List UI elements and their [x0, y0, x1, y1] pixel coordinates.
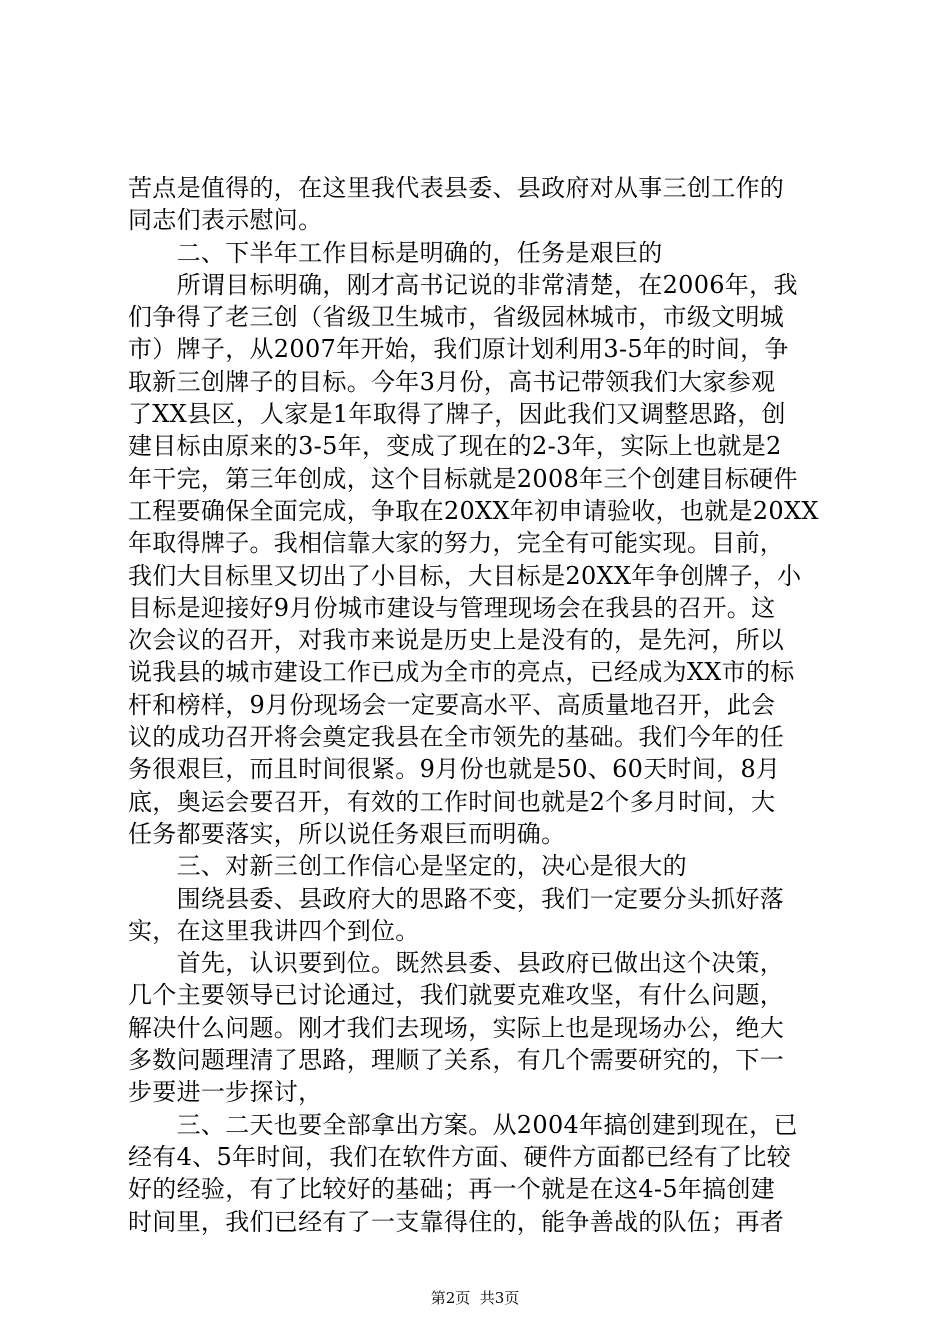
text-line: 实，在这里我讲四个到位。	[128, 916, 420, 945]
text-line: 三、对新三创工作信心是坚定的，决心是很大的	[128, 852, 687, 881]
text-line: 务很艰巨，而且时间很紧。9月份也就是50、60天时间，8月	[128, 755, 781, 784]
text-line: 多数问题理清了思路，理顺了关系，有几个需要研究的，下一	[128, 1046, 785, 1075]
text-line: 时间里，我们已经有了一支靠得住的，能争善战的队伍；再者	[128, 1207, 785, 1236]
text-line: 杆和榜样，9月份现场会一定要高水平、高质量地召开，此会	[128, 690, 776, 719]
text-line: 议的成功召开将会奠定我县在全市领先的基础。我们今年的任	[128, 723, 785, 752]
text-line: 好的经验，有了比较好的基础；再一个就是在这4-5年搞创建	[128, 1175, 776, 1204]
text-line: 目标是迎接好9月份城市建设与管理现场会在我县的召开。这	[128, 593, 776, 622]
text-line: 任务都要落实，所以说任务艰巨而明确。	[128, 819, 566, 848]
text-line: 围绕县委、县政府大的思路不变，我们一定要分头抓好落	[128, 884, 785, 913]
text-line: 次会议的召开，对我市来说是历史上是没有的，是先河，所以	[128, 626, 785, 655]
page-footer	[0, 1288, 950, 1308]
text-line: 苦点是值得的，在这里我代表县委、县政府对从事三创工作的	[128, 174, 785, 202]
document-body	[128, 172, 828, 1238]
text-line: 经有4、5年时间，我们在软件方面、硬件方面都已经有了比较	[128, 1142, 791, 1171]
text-line: 解决什么问题。刚才我们去现场，实际上也是现场办公，绝大	[128, 1013, 785, 1042]
text-line: 说我县的城市建设工作已成为全市的亮点，已经成为XX市的标	[128, 658, 795, 687]
text-line: 市）牌子，从2007年开始，我们原计划利用3-5年的时间，争	[128, 335, 789, 364]
text-line: 几个主要领导已讨论通过，我们就要克难攻坚，有什么问题，	[128, 981, 785, 1010]
text-line: 工程要确保全面完成，争取在20XX年初申请验收，也就是20XX	[128, 496, 819, 525]
text-line: 我们大目标里又切出了小目标，大目标是20XX年争创牌子，小	[128, 561, 802, 590]
text-line: 三、二天也要全部拿出方案。从2004年搞创建到现在，已	[128, 1110, 798, 1139]
text-line: 二、下半年工作目标是明确的，任务是艰巨的	[128, 238, 663, 267]
text-line: 底，奥运会要召开，有效的工作时间也就是2个多月时间，大	[128, 787, 776, 816]
text-line: 取新三创牌子的目标。今年3月份，高书记带领我们大家参观	[128, 367, 776, 396]
page-number-label: 第2页 共3页	[430, 1289, 520, 1307]
text-line: 步要进一步探讨，	[128, 1078, 323, 1107]
text-line: 年取得牌子。我相信靠大家的努力，完全有可能实现。目前，	[128, 529, 785, 558]
text-line: 同志们表示慰问。	[128, 206, 323, 235]
text-line: 们争得了老三创（省级卫生城市，省级园林城市，市级文明城	[128, 303, 785, 332]
text-line: 所谓目标明确，刚才高书记说的非常清楚，在2006年，我	[128, 270, 798, 299]
text-line: 首先，认识要到位。既然县委、县政府已做出这个决策，	[128, 949, 785, 978]
text-line: 年干完，第三年创成，这个目标就是2008年三个创建目标硬件	[128, 464, 798, 493]
text-line: 了XX县区，人家是1年取得了牌子，因此我们又调整思路，创	[128, 400, 786, 429]
text-line: 建目标由原来的3-5年，变成了现在的2-3年，实际上也就是2	[128, 432, 782, 461]
